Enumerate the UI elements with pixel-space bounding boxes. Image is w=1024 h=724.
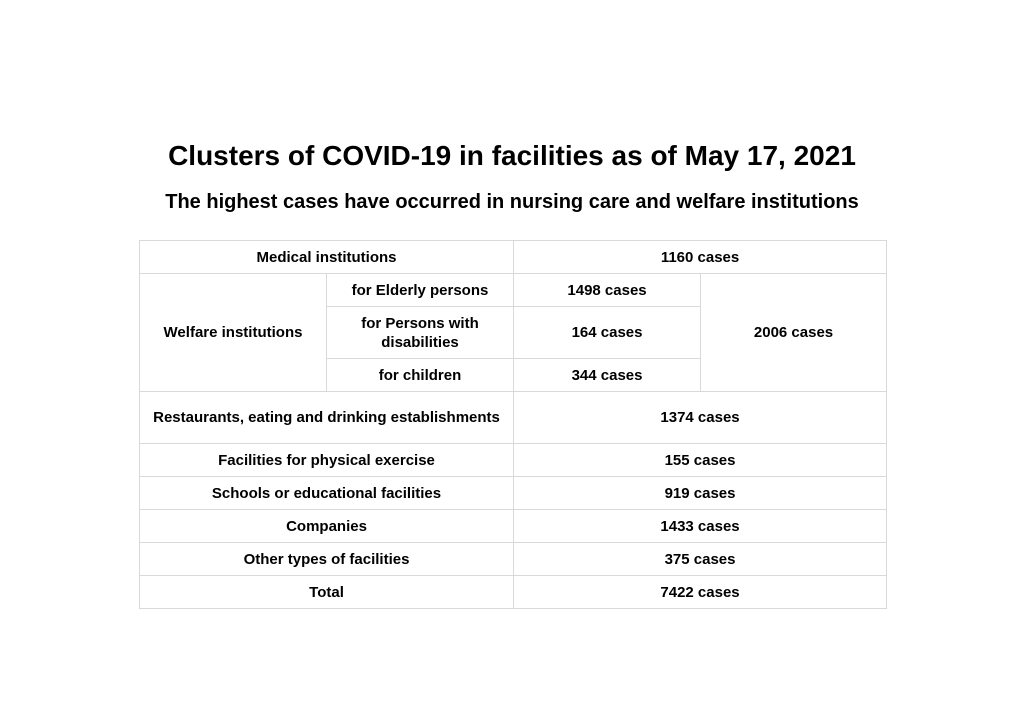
row-value: 155 cases [514, 444, 887, 477]
row-value: 1374 cases [514, 392, 887, 444]
table-row-restaurants [140, 392, 887, 444]
table-row-other [140, 543, 887, 576]
row-label: Companies [140, 510, 514, 543]
sub-value: 344 cases [514, 359, 701, 392]
row-value: 1433 cases [514, 510, 887, 543]
table-row-companies [140, 510, 887, 543]
sub-value: 1498 cases [514, 274, 701, 307]
table-row-schools [140, 477, 887, 510]
row-label: Schools or educational facilities [140, 477, 514, 510]
sub-label: for children [327, 359, 514, 392]
sub-value: 164 cases [514, 307, 701, 359]
page-subtitle: The highest cases have occurred in nursing care and welfare institutions [165, 191, 859, 213]
table-row-total [140, 576, 887, 609]
page-title: Clusters of COVID-19 in facilities as of May 17, 2021 [168, 140, 856, 171]
sub-label: for Persons with disabilities [327, 307, 514, 359]
row-label: Other types of facilities [140, 543, 514, 576]
row-label: Restaurants, eating and drinking establishments [140, 392, 514, 444]
welfare-label: Welfare institutions [140, 274, 327, 392]
welfare-total: 2006 cases [701, 274, 887, 392]
row-value: 1160 cases [514, 241, 887, 274]
sub-label: for Elderly persons [327, 274, 514, 307]
table-row-welfare-elderly [140, 274, 887, 307]
row-value: 919 cases [514, 477, 887, 510]
row-label: Total [140, 576, 514, 609]
row-label: Facilities for physical exercise [140, 444, 514, 477]
table-row-medical [140, 241, 887, 274]
row-value: 7422 cases [514, 576, 887, 609]
row-value: 375 cases [514, 543, 887, 576]
row-label: Medical institutions [140, 241, 514, 274]
table-row-exercise [140, 444, 887, 477]
clusters-table [139, 240, 887, 609]
